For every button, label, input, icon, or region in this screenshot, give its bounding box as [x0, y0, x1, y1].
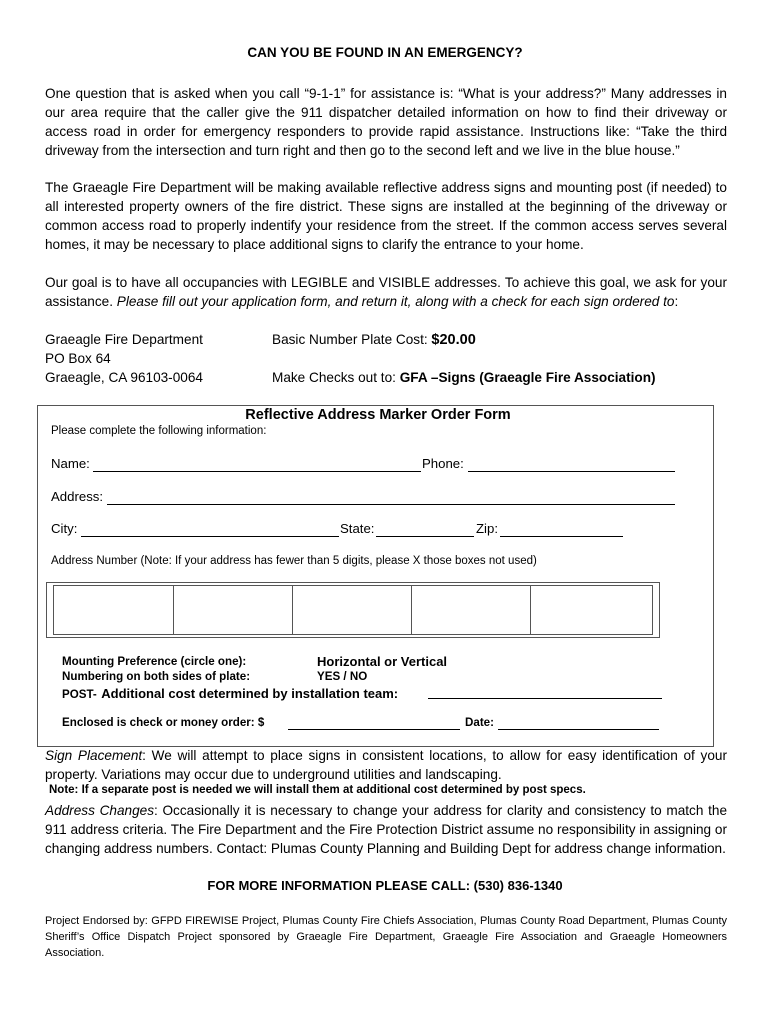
- date-label: Date:: [465, 716, 494, 729]
- mailing-line-1: Graeagle Fire Department: [45, 332, 203, 347]
- both-sides-label: Numbering on both sides of plate:: [62, 670, 251, 683]
- more-info-phone: FOR MORE INFORMATION PLEASE CALL: (530) 836-1340: [207, 878, 563, 893]
- cost-line: [272, 330, 476, 350]
- enclosed-label: Enclosed is check or money order: $: [62, 716, 265, 729]
- phone-field[interactable]: [468, 471, 675, 472]
- city-label: City:: [51, 521, 78, 536]
- state-field[interactable]: [376, 536, 474, 537]
- endorsement-footer: Project Endorsed by: GFPD FIREWISE Project, Plumas County Fire Chiefs Association, Plumas County Road Department, Plumas County Sheriff’s Office Dispatch Project sponsored by Graeagle Fire Department, Graeagle Fire Association and Graeagle Homeowners Association.: [45, 915, 727, 959]
- state-label: State:: [340, 521, 375, 536]
- mailing-line-3: Graeagle, CA 96103-0064: [45, 370, 203, 385]
- address-label: Address:: [51, 489, 104, 504]
- order-form-title: Reflective Address Marker Order Form: [245, 407, 511, 423]
- intro-paragraph-2: The Graeagle Fire Department will be making available reflective address signs and mounting post (if needed) to all interested property owners of the fire district. These signs are installed at the beginning of the driveway or common access road to properly indentify your residence from the street. If the common access serves several homes, it may be necessary to place additional signs to clarify the entrance to your home.: [45, 180, 727, 252]
- checks-value: GFA –Signs (Graeagle Fire Association): [399, 370, 656, 385]
- mounting-options[interactable]: Horizontal or Vertical: [317, 654, 448, 669]
- address-number-boxes: [46, 582, 660, 638]
- address-changes-paragraph: [45, 801, 727, 858]
- intro-paragraph-3: [45, 273, 727, 311]
- digit-box-1[interactable]: [53, 585, 174, 635]
- goal-text: Our goal is to have all occupancies with LEGIBLE and VISIBLE addresses. To achieve this goal, we ask for your assistance.: [45, 275, 727, 309]
- post-label: Additional cost determined by installation team:: [101, 686, 399, 701]
- colon: :: [674, 294, 679, 309]
- digit-box-2[interactable]: [173, 585, 293, 635]
- post-line: [62, 685, 398, 703]
- post-prefix: POST-: [62, 688, 97, 701]
- mounting-label: Mounting Preference (circle one):: [62, 655, 247, 668]
- zip-field[interactable]: [500, 536, 623, 537]
- sign-placement-text: : We will attempt to place signs in consistent locations, to allow for easy identification of your property. Variations may occur due to underground utilities and landscaping.: [45, 748, 727, 782]
- name-label: Name:: [51, 456, 90, 471]
- zip-label: Zip:: [476, 521, 498, 536]
- date-field[interactable]: [498, 729, 659, 730]
- cost-label: Basic Number Plate Cost:: [272, 332, 428, 347]
- address-changes-text: : Occasionally it is necessary to change your address for clarity and consistency to match the 911 address criteria. The Fire Department and the Fire Protection District assume no responsibility in assigning or changing address numbers. Contact: Plumas County Planning and Building Dept for address change information.: [45, 803, 728, 856]
- digit-box-4[interactable]: [411, 585, 531, 635]
- digit-box-5[interactable]: [530, 585, 653, 635]
- cost-value: $20.00: [431, 332, 476, 348]
- sign-placement-heading: Sign Placement: [45, 748, 143, 763]
- amount-field[interactable]: [288, 729, 460, 730]
- post-note: Note: If a separate post is needed we will install them at additional cost determined by post specs.: [49, 784, 586, 796]
- name-field[interactable]: [93, 471, 421, 472]
- form-instructions: Please complete the following information:: [51, 425, 267, 437]
- address-changes-heading: Address Changes: [45, 803, 154, 818]
- intro-paragraph-1: One question that is asked when you call “9-1-1” for assistance is: “What is your address?” Many addresses in our area require that the caller give the 911 dispatcher detailed information on how to find their driveway or access road in order for emergency responders to provide rapid assistance. Instructions like: “Take the third driveway from the intersection and turn right and then go to the second left and we live in the blue house.”: [45, 86, 727, 158]
- city-field[interactable]: [81, 536, 339, 537]
- digit-box-3[interactable]: [292, 585, 412, 635]
- checks-line: [272, 368, 656, 387]
- page-title: CAN YOU BE FOUND IN AN EMERGENCY?: [247, 45, 523, 60]
- instructions-italic: Please fill out your application form, and return it, along with a check for each sign ordered to: [116, 294, 675, 309]
- address-number-note: Address Number (Note: If your address has fewer than 5 digits, please X those boxes not used): [51, 555, 537, 567]
- both-sides-options[interactable]: YES / NO: [317, 670, 368, 683]
- phone-label: Phone:: [422, 456, 464, 471]
- sign-placement-paragraph: [45, 746, 727, 784]
- address-field[interactable]: [107, 504, 675, 505]
- post-cost-field[interactable]: [428, 698, 662, 699]
- mailing-line-2: PO Box 64: [45, 351, 111, 366]
- checks-label: Make Checks out to:: [272, 370, 396, 385]
